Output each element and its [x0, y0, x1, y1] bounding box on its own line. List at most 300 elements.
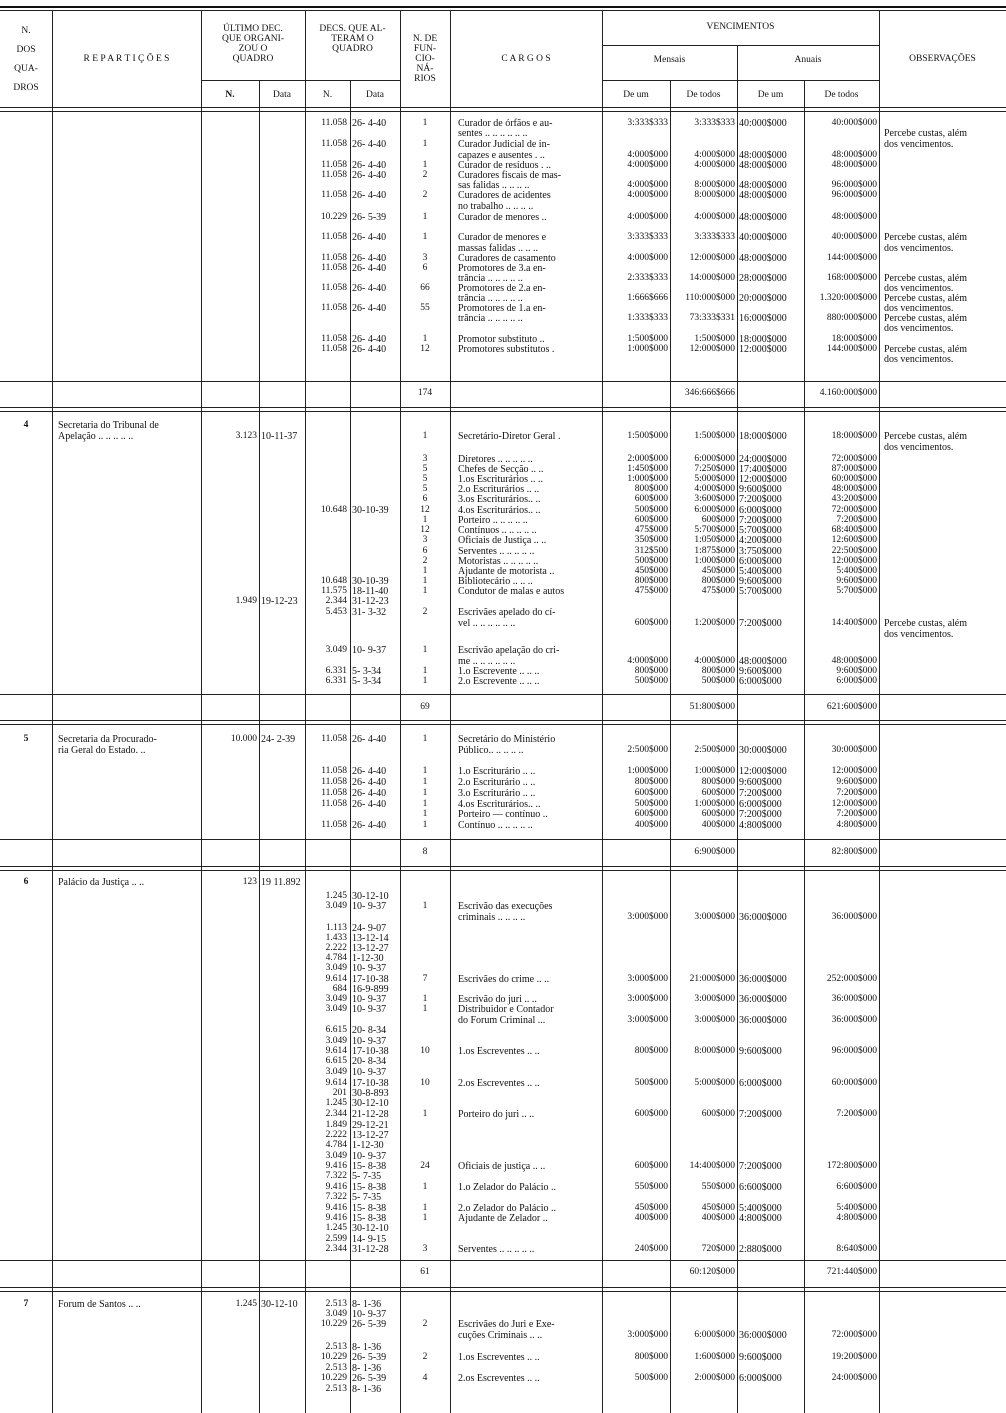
cell-dec-data: 1-12-30 [352, 953, 384, 964]
cell-mensal-de-um: 475$000 [634, 586, 668, 596]
header-n-funcionarios [400, 34, 450, 84]
cell-num-funcionarios: 1 [422, 777, 428, 787]
cell-num-funcionarios: 1 [422, 1203, 428, 1213]
cell-dec-data: 15- 8-38 [352, 1182, 387, 1193]
cell-mensal-de-um: 3:000$000 [627, 994, 668, 1004]
cell-num-funcionarios: 1 [422, 431, 428, 441]
cell-dec-n: 11.058 [321, 788, 347, 798]
cell-cargo: do Forum Criminal ... [458, 1015, 546, 1026]
cell-anual-de-todos: 172:800$000 [826, 1161, 877, 1171]
cell-cargo: 3.os Escriturários.. .. [458, 494, 541, 505]
cell-mensal-de-todos: 1:000$000 [694, 766, 735, 776]
cell-cargo: Distribuidor e Contador [458, 1004, 554, 1015]
cell-mensal-de-todos: 6:000$000 [694, 1330, 735, 1340]
cell-cargo: Curadores de casamento [458, 253, 556, 264]
cell-mensal-de-todos: 5:000$000 [694, 474, 735, 484]
cell-num-funcionarios: 1 [422, 334, 428, 344]
cell-cargo: Porteiro do juri .. .. [458, 1109, 535, 1120]
cell-dec-data: 10- 9-37 [352, 1036, 387, 1047]
cell-dec-data: 26- 4-40 [352, 232, 387, 243]
cell-dec-data: 26- 5-39 [352, 1352, 387, 1363]
cell-dec-n: 9.614 [325, 1078, 347, 1088]
cell-anual-de-um: 9:600$000 [739, 666, 782, 677]
cell-anual-de-um: 2:880$000 [739, 1244, 782, 1255]
cell-anual-de-um: 17:400$000 [739, 464, 787, 475]
cell-anual-de-um: 36:000$000 [739, 974, 787, 985]
cell-num-funcionarios: 2 [422, 607, 428, 617]
cell-dec-data: 10- 9-37 [352, 1309, 387, 1320]
cell-num-funcionarios: 1 [422, 118, 428, 128]
cell-mensal-de-todos: 400$000 [701, 1213, 735, 1223]
cell-anual-de-todos: 48:000$000 [831, 656, 877, 666]
cell-dec-n: 11.058 [321, 160, 347, 170]
cell-mensal-de-um: 2:000$000 [627, 454, 668, 464]
header-data: Data [273, 90, 291, 100]
header-text: DOS [16, 45, 36, 55]
header-n: N. [225, 90, 235, 100]
cell-observacao: Percebe custas, além [884, 273, 968, 284]
cell-anual-de-um: 12:000$000 [739, 344, 787, 355]
cell-anual-de-todos: 48:000$000 [831, 150, 877, 160]
cell-num-funcionarios: 12 [420, 344, 430, 354]
cell-dec-data: 26- 4-40 [352, 160, 387, 171]
cell-observacao: dos vencimentos. [884, 442, 954, 453]
cell-cargo: no trabalho .. .. .. .. [458, 201, 534, 212]
cell-cargo: Escrivães do Juri e Exe- [458, 1319, 555, 1330]
header-de-todos: De todos [686, 90, 721, 100]
cell-dec-n: 3.049 [325, 1036, 347, 1046]
cell-dec-n: 11.058 [321, 799, 347, 809]
cell-dec-n: 2.513 [325, 1384, 347, 1394]
cell-cargo: Promotor substituto .. [458, 334, 545, 345]
cell-mensal-de-todos: 21:000$000 [689, 974, 735, 984]
cell-dec-n: 11.058 [321, 344, 347, 354]
cell-dec-data: 17-10-38 [352, 1046, 389, 1057]
cell-mensal-de-um: 3:000$000 [627, 912, 668, 922]
cell-dec-n: 3.049 [325, 645, 347, 655]
col-rule [450, 10, 451, 1413]
cell-num-funcionarios: 4 [422, 1373, 428, 1383]
cell-dec-n: 11.058 [321, 334, 347, 344]
cell-observacao: dos vencimentos. [884, 243, 954, 254]
cell-num-funcionarios: 174 [417, 388, 433, 398]
cell-anual-de-todos: 96:000$000 [831, 190, 877, 200]
header-text: N. DE [412, 34, 438, 44]
cell-anual-de-todos: 5:400$000 [836, 1203, 877, 1213]
cell-dec-data: 26- 4-40 [352, 190, 387, 201]
cell-anual-de-um: 48:000$000 [739, 190, 787, 201]
cell-dec-data: 17-10-38 [352, 974, 389, 985]
cell-anual-de-um: 36:000$000 [739, 912, 787, 923]
col-rule [879, 10, 880, 1413]
cell-mensal-de-todos: 600$000 [701, 515, 735, 525]
cell-reparticao: Palácio da Justiça .. .. [58, 877, 145, 888]
cell-cargo: Diretores .. .. .. .. .. [458, 454, 533, 465]
cell-dec-data: 26- 5-39 [352, 1373, 387, 1384]
cell-ultimo-dec-n: 1.245 [235, 1299, 257, 1309]
cell-mensal-de-um: 1:333$333 [627, 313, 668, 323]
cell-dec-data: 26- 4-40 [352, 788, 387, 799]
cell-dec-data: 31-12-23 [352, 596, 389, 607]
cell-cargo: vel .. .. .. .. .. .. [458, 618, 516, 629]
header-rule [602, 45, 879, 46]
cell-anual-de-um: 9:600$000 [739, 484, 782, 495]
cell-dec-data: 26- 4-40 [352, 283, 387, 294]
cell-cargo: me .. .. .. .. .. .. [458, 656, 516, 667]
cell-anual-de-todos: 60:000$000 [831, 474, 877, 484]
cell-anual-de-um: 7:200$000 [739, 788, 782, 799]
header-text: CIO- [415, 54, 435, 64]
cell-observacao: dos vencimentos. [884, 139, 954, 150]
cell-num-funcionarios: 6 [422, 546, 428, 556]
cell-observacao: Percebe custas, além [884, 344, 968, 355]
cell-observacao: dos vencimentos. [884, 303, 954, 314]
cell-mensal-de-todos: 5:700$000 [694, 525, 735, 535]
cell-cargo: Curadores de acidentes [458, 190, 551, 201]
header-reparticoes: R E P A R T I Ç Õ E S [83, 54, 170, 64]
cell-dec-data: 20- 8-34 [352, 1056, 387, 1067]
cell-dec-data: 13-12-27 [352, 943, 389, 954]
cell-mensal-de-todos: 3:000$000 [694, 1015, 735, 1025]
cell-mensal-de-todos: 60:120$000 [689, 1267, 735, 1277]
total-rule [0, 866, 1006, 867]
cell-cargo: capazes e ausentes . .. [458, 150, 545, 161]
cell-cargo: Curador de menores e [458, 232, 547, 243]
header-anuais: Anuais [794, 55, 822, 65]
cell-mensal-de-um: 1:000$000 [627, 474, 668, 484]
cell-dec-data: 29-12-21 [352, 1120, 389, 1131]
cell-mensal-de-um: 400$000 [634, 1213, 668, 1223]
cell-dec-n: 11.058 [321, 283, 347, 293]
cell-mensal-de-um: 312$500 [634, 546, 668, 556]
cell-dec-data: 5- 3-34 [352, 676, 382, 687]
header-mensais: Mensais [653, 55, 686, 65]
cell-mensal-de-todos: 1:500$000 [694, 431, 735, 441]
total-rule [0, 407, 1006, 408]
cell-dec-n: 201 [332, 1088, 347, 1098]
cell-anual-de-um: 6:000$000 [739, 505, 782, 516]
header-text: DECS. QUE AL- [319, 24, 386, 34]
cell-mensal-de-todos: 3:000$000 [694, 994, 735, 1004]
cell-mensal-de-um: 3:000$000 [627, 1015, 668, 1025]
cell-anual-de-todos: 68:400$000 [831, 525, 877, 535]
cell-cargo: trância .. .. .. .. .. [458, 273, 523, 284]
cell-anual-de-todos: 7:200$000 [836, 809, 877, 819]
cell-quadro-number: 4 [23, 420, 29, 430]
cell-mensal-de-todos: 73:333$331 [689, 313, 735, 323]
cell-mensal-de-todos: 1:050$000 [694, 535, 735, 545]
cell-mensal-de-todos: 3:333$333 [694, 232, 735, 242]
cell-mensal-de-todos: 4:000$000 [694, 656, 735, 666]
cell-mensal-de-todos: 4:000$000 [694, 160, 735, 170]
cell-anual-de-todos: 9:600$000 [836, 576, 877, 586]
cell-mensal-de-todos: 800$000 [701, 576, 735, 586]
total-rule [0, 839, 1006, 840]
cell-reparticao: ria Geral do Estado. .. [58, 745, 146, 756]
cell-num-funcionarios: 3 [422, 454, 428, 464]
cell-anual-de-um: 36:000$000 [739, 994, 787, 1005]
cell-dec-n: 1.245 [325, 891, 347, 901]
cell-anual-de-todos: 40:000$000 [831, 118, 877, 128]
cell-mensal-de-um: 600$000 [634, 1109, 668, 1119]
cell-mensal-de-um: 2:333$333 [627, 273, 668, 283]
cell-ultimo-dec-data: 19 11.892 [261, 877, 301, 888]
cell-num-funcionarios: 1 [422, 1213, 428, 1223]
cell-observacao: dos vencimentos. [884, 629, 954, 640]
cell-mensal-de-um: 4:000$000 [627, 253, 668, 263]
cell-mensal-de-todos: 550$000 [701, 1182, 735, 1192]
cell-ultimo-dec-n: 3.123 [235, 431, 257, 441]
cell-dec-data: 1-12-30 [352, 1140, 384, 1151]
cell-mensal-de-um: 4:000$000 [627, 190, 668, 200]
cell-dec-n: 9.614 [325, 974, 347, 984]
cell-mensal-de-um: 450$000 [634, 566, 668, 576]
cell-mensal-de-um: 550$000 [634, 1182, 668, 1192]
cell-dec-n: 2.344 [325, 1244, 347, 1254]
cell-mensal-de-um: 800$000 [634, 666, 668, 676]
cell-anual-de-um: 5:700$000 [739, 525, 782, 536]
cell-dec-data: 26- 4-40 [352, 777, 387, 788]
cell-mensal-de-um: 500$000 [634, 556, 668, 566]
cell-dec-n: 3.049 [325, 1151, 347, 1161]
cell-dec-n: 3.049 [325, 963, 347, 973]
cell-dec-n: 2.222 [325, 943, 347, 953]
cell-dec-n: 10.229 [320, 1319, 347, 1329]
cell-mensal-de-todos: 6:900$000 [694, 847, 735, 857]
cell-anual-de-todos: 7:200$000 [836, 1109, 877, 1119]
cell-num-funcionarios: 1 [422, 1182, 428, 1192]
header-text: QUE ORGANI- [221, 34, 284, 44]
section-rule [0, 870, 1006, 871]
cell-num-funcionarios: 24 [420, 1161, 430, 1171]
total-rule [0, 1287, 1006, 1288]
cell-num-funcionarios: 1 [422, 139, 428, 149]
cell-ultimo-dec-n: 10.000 [230, 734, 257, 744]
cell-mensal-de-um: 500$000 [634, 676, 668, 686]
header-text: QUA- [14, 64, 38, 74]
cell-dec-n: 10.648 [320, 505, 347, 515]
cell-anual-de-todos: 82:800$000 [831, 847, 877, 857]
cell-num-funcionarios: 5 [422, 464, 428, 474]
cell-cargo: 2.o Escrevente .. .. .. [458, 676, 540, 687]
cell-anual-de-todos: 30:000$000 [831, 745, 877, 755]
cell-mensal-de-todos: 1:600$000 [694, 1352, 735, 1362]
cell-anual-de-todos: 4:800$000 [836, 1213, 877, 1223]
cell-anual-de-todos: 18:000$000 [831, 431, 877, 441]
cell-reparticao: Secretaria da Procurado- [58, 734, 157, 745]
cell-dec-data: 20- 8-34 [352, 1025, 387, 1036]
cell-anual-de-um: 7:200$000 [739, 494, 782, 505]
col-rule [350, 80, 351, 1413]
cell-reparticao: Forum de Santos .. .. [58, 1299, 141, 1310]
cell-anual-de-um: 48:000$000 [739, 656, 787, 667]
cell-num-funcionarios: 1 [422, 576, 428, 586]
cell-mensal-de-todos: 7:250$000 [694, 464, 735, 474]
cell-cargo: Curador Judicial de in- [458, 139, 550, 150]
header-bottom-rule [0, 107, 1006, 108]
header-text: NÁ- [416, 64, 434, 74]
cell-mensal-de-todos: 8:000$000 [694, 190, 735, 200]
cell-anual-de-um: 6:000$000 [739, 676, 782, 687]
cell-cargo: Oficiais de justiça .. .. [458, 1161, 546, 1172]
cell-cargo: Ajudante de Zelador .. [458, 1213, 548, 1224]
top-rule-2 [0, 10, 1006, 11]
cell-cargo: Contínuos .. .. .. .. .. [458, 525, 537, 536]
cell-dec-n: 11.058 [321, 190, 347, 200]
cell-dec-data: 8- 1-36 [352, 1299, 382, 1310]
cell-mensal-de-um: 4:000$000 [627, 150, 668, 160]
cell-dec-data: 13-12-27 [352, 1130, 389, 1141]
cell-dec-n: 3.049 [325, 994, 347, 1004]
cell-num-funcionarios: 1 [422, 160, 428, 170]
cell-dec-n: 2.222 [325, 1130, 347, 1140]
cell-anual-de-todos: 87:000$000 [831, 464, 877, 474]
cell-mensal-de-todos: 8:000$000 [694, 1046, 735, 1056]
cell-anual-de-um: 48:000$000 [739, 150, 787, 161]
header-rule [602, 80, 879, 81]
cell-cargo: Oficiais de Justiça .. .. [458, 535, 547, 546]
cell-mensal-de-todos: 2:500$000 [694, 745, 735, 755]
cell-anual-de-um: 18:000$000 [739, 334, 787, 345]
cell-anual-de-todos: 12:600$000 [831, 535, 877, 545]
cell-cargo: Curador de órfãos e au- [458, 118, 553, 129]
cell-anual-de-todos: 8:640$000 [836, 1244, 877, 1254]
cell-dec-data: 26- 4-40 [352, 766, 387, 777]
cell-mensal-de-um: 600$000 [634, 788, 668, 798]
cell-mensal-de-todos: 4:000$000 [694, 484, 735, 494]
cell-dec-data: 24- 9-07 [352, 923, 387, 934]
header-vencimentos: VENCIMENTOS [706, 22, 775, 32]
cell-dec-n: 1.433 [325, 933, 347, 943]
cell-dec-n: 11.058 [321, 303, 347, 313]
cell-anual-de-todos: 168:000$000 [826, 273, 877, 283]
cell-observacao: Percebe custas, além [884, 293, 968, 304]
cell-anual-de-todos: 7:200$000 [836, 788, 877, 798]
cell-mensal-de-um: 600$000 [634, 515, 668, 525]
cell-cargo: sas falidas .. .. .. .. [458, 180, 530, 191]
cell-dec-n: 4.784 [325, 953, 347, 963]
cell-dec-n: 3.049 [325, 1309, 347, 1319]
header-de-um: De um [623, 90, 649, 100]
header-text: DROS [13, 83, 39, 93]
cell-anual-de-um: 9:600$000 [739, 576, 782, 587]
cell-cargo: Curador de menores .. [458, 212, 547, 223]
header-decs-que [305, 24, 400, 54]
cell-mensal-de-todos: 1:500$000 [694, 334, 735, 344]
cell-mensal-de-todos: 14:000$000 [689, 273, 735, 283]
cell-ultimo-dec-data: 19-12-23 [261, 596, 298, 607]
cell-mensal-de-um: 240$000 [634, 1244, 668, 1254]
cell-num-funcionarios: 1 [422, 809, 428, 819]
cell-dec-data: 5- 7-35 [352, 1192, 382, 1203]
cell-anual-de-um: 12:000$000 [739, 474, 787, 485]
cell-anual-de-todos: 60:000$000 [831, 1078, 877, 1088]
cell-mensal-de-um: 3:000$000 [627, 1330, 668, 1340]
cell-dec-n: 10.229 [320, 1352, 347, 1362]
cell-mensal-de-todos: 600$000 [701, 809, 735, 819]
cell-observacao: Percebe custas, além [884, 128, 968, 139]
cell-anual-de-um: 48:000$000 [739, 253, 787, 264]
cell-cargo: Porteiro — contínuo .. [458, 809, 548, 820]
cell-observacao: Percebe custas, além [884, 232, 968, 243]
section-rule [0, 411, 1006, 412]
cell-mensal-de-todos: 800$000 [701, 777, 735, 787]
cell-anual-de-um: 48:000$000 [739, 212, 787, 223]
cell-anual-de-todos: 48:000$000 [831, 484, 877, 494]
cell-dec-n: 7.322 [325, 1192, 347, 1202]
cell-dec-n: 9.416 [325, 1182, 347, 1192]
cell-dec-n: 3.049 [325, 1004, 347, 1014]
cell-anual-de-um: 20:000$000 [739, 293, 787, 304]
cell-anual-de-todos: 721:440$000 [826, 1267, 877, 1277]
cell-anual-de-todos: 252:000$000 [826, 974, 877, 984]
cell-dec-data: 26- 4-40 [352, 303, 387, 314]
cell-anual-de-um: 5:700$000 [739, 586, 782, 597]
cell-dec-data: 18-11-40 [352, 586, 389, 597]
cell-dec-data: 13-12-14 [352, 933, 389, 944]
cell-dec-n: 11.575 [321, 586, 347, 596]
cell-num-funcionarios: 1 [422, 994, 428, 1004]
cell-anual-de-todos: 24:000$000 [831, 1373, 877, 1383]
cell-mensal-de-todos: 4:000$000 [694, 212, 735, 222]
cell-cargo: sentes .. .. .. .. .. .. [458, 128, 528, 139]
cell-dec-data: 10- 9-37 [352, 901, 387, 912]
cell-cargo: 1.o Escrevente .. .. .. [458, 666, 540, 677]
cell-num-funcionarios: 55 [420, 303, 430, 313]
header-observacoes: OBSERVAÇÕES [909, 54, 976, 64]
cell-cargo: trância .. .. .. .. .. [458, 293, 523, 304]
cell-mensal-de-todos: 3:600$000 [694, 494, 735, 504]
cell-cargo: Escrivães do crime .. .. [458, 974, 550, 985]
cell-mensal-de-todos: 475$000 [701, 586, 735, 596]
cell-mensal-de-um: 400$000 [634, 820, 668, 830]
cell-anual-de-um: 6:000$000 [739, 1078, 782, 1089]
cell-mensal-de-um: 500$000 [634, 799, 668, 809]
cell-anual-de-um: 4:800$000 [739, 1213, 782, 1224]
cell-anual-de-todos: 6:000$000 [836, 676, 877, 686]
cell-num-funcionarios: 1 [422, 645, 428, 655]
cell-cargo: 1.os Escriturários .. .. [458, 474, 543, 485]
cell-anual-de-todos: 5:400$000 [836, 566, 877, 576]
cell-anual-de-um: 9:600$000 [739, 777, 782, 788]
cell-anual-de-todos: 36:000$000 [831, 1015, 877, 1025]
cell-anual-de-um: 24:000$000 [739, 454, 787, 465]
cell-cargo: 3.o Escriturário .. .. [458, 788, 536, 799]
cell-num-funcionarios: 2 [422, 1352, 428, 1362]
cell-anual-de-todos: 9:600$000 [836, 777, 877, 787]
cell-mensal-de-todos: 400$000 [701, 820, 735, 830]
cell-dec-data: 15- 8-38 [352, 1203, 387, 1214]
cell-dec-n: 11.058 [321, 820, 347, 830]
cell-dec-data: 8- 1-36 [352, 1363, 382, 1374]
col-rule [201, 10, 202, 1413]
cell-mensal-de-um: 600$000 [634, 494, 668, 504]
cell-cargo: Escrivães apelado do cí- [458, 607, 556, 618]
cell-ultimo-dec-data: 10-11-37 [261, 431, 298, 442]
cell-dec-data: 26- 4-40 [352, 253, 387, 264]
cell-dec-n: 11.058 [321, 766, 347, 776]
cell-cargo: Chefes de Secção .. .. [458, 464, 544, 475]
cell-dec-n: 6.615 [325, 1025, 347, 1035]
cell-cargo: Escrivão apelação do cri- [458, 645, 560, 656]
cell-dec-data: 26- 4-40 [352, 170, 387, 181]
cell-mensal-de-um: 500$000 [634, 1373, 668, 1383]
top-rule [0, 6, 1006, 8]
cell-num-funcionarios: 5 [422, 474, 428, 484]
cell-num-funcionarios: 5 [422, 484, 428, 494]
cell-num-funcionarios: 3 [422, 1244, 428, 1254]
cell-mensal-de-um: 1:666$666 [627, 293, 668, 303]
